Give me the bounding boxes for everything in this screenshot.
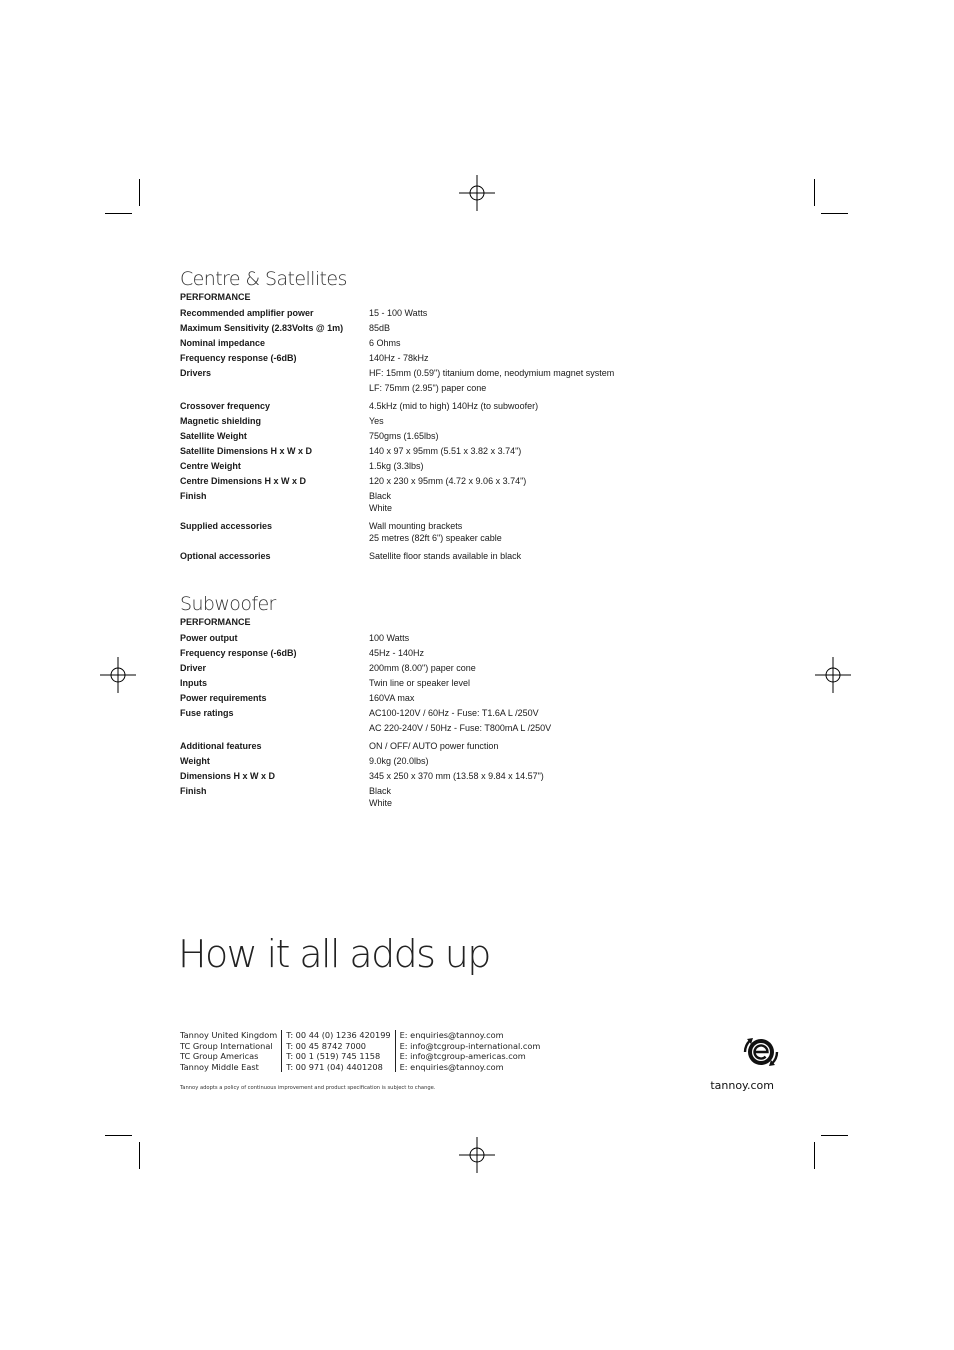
spec-label: Drivers xyxy=(180,368,212,378)
spec-row xyxy=(180,352,700,364)
registration-mark-icon xyxy=(100,657,136,693)
spec-label: Frequency response (-6dB) xyxy=(180,648,297,658)
performance-heading: PERFORMANCE xyxy=(180,292,251,302)
spec-row xyxy=(180,785,700,809)
spec-label: Recommended amplifier power xyxy=(180,308,314,318)
spec-row xyxy=(180,632,700,644)
spec-label: Magnetic shielding xyxy=(180,416,262,426)
spec-value: 160VA max xyxy=(369,693,415,703)
email-address: E: enquiries@tannoy.com xyxy=(399,1061,504,1072)
crop-mark xyxy=(139,1142,140,1169)
spec-value: 100 Watts xyxy=(369,633,410,643)
spec-row xyxy=(180,322,700,334)
office-name: Tannoy Middle East xyxy=(180,1061,259,1072)
centre-satellites-section xyxy=(180,268,700,565)
spec-row xyxy=(180,740,700,752)
office-name: TC Group Americas xyxy=(180,1051,259,1062)
spec-label: Satellite Weight xyxy=(180,431,247,441)
spec-value: 200mm (8.00") paper cone xyxy=(369,663,476,673)
spec-row xyxy=(180,520,700,544)
spec-value: Wall mounting brackets 25 metres (82ft 6") speaker cable xyxy=(369,521,502,543)
spec-row xyxy=(180,400,700,412)
spec-value: HF: 15mm (0.59") titanium dome, neodymium magnet system LF: 75mm (2.95") paper cone xyxy=(369,368,615,393)
phone-number: T: 00 45 8742 7000 xyxy=(286,1040,366,1051)
spec-value: AC100-120V / 60Hz - Fuse: T1.6A L /250V AC 220-240V / 50Hz - Fuse: T800mA L /250V xyxy=(369,708,552,733)
phone-number: T: 00 971 (04) 4401208 xyxy=(286,1061,383,1072)
spec-value: Black White xyxy=(369,786,393,808)
crop-mark xyxy=(814,179,815,206)
spec-label: Nominal impedance xyxy=(180,338,266,348)
spec-row xyxy=(180,550,700,562)
spec-row xyxy=(180,490,700,514)
spec-row xyxy=(180,692,700,704)
spec-label: Frequency response (-6dB) xyxy=(180,353,297,363)
spec-row xyxy=(180,770,700,782)
spec-value: 4.5kHz (mid to high) 140Hz (to subwoofer) xyxy=(369,401,539,411)
contact-table xyxy=(180,1030,544,1072)
crop-mark xyxy=(821,1135,848,1136)
section-title: Subwoofer xyxy=(180,593,276,615)
crop-mark xyxy=(814,1142,815,1169)
spec-value: 1.5kg (3.3lbs) xyxy=(369,461,424,471)
spec-label: Additional features xyxy=(180,741,262,751)
spec-value: 140Hz - 78kHz xyxy=(369,353,429,363)
registration-mark-icon xyxy=(815,657,851,693)
spec-label: Weight xyxy=(180,756,210,766)
spec-row xyxy=(180,430,700,442)
spec-row xyxy=(180,677,700,689)
spec-row xyxy=(180,445,700,457)
spec-value: Black White xyxy=(369,491,393,513)
spec-row xyxy=(180,647,700,659)
spec-label: Satellite Dimensions H x W x D xyxy=(180,446,313,456)
spec-row xyxy=(180,707,700,734)
office-name: Tannoy United Kingdom xyxy=(180,1030,278,1040)
email-address: E: enquiries@tannoy.com xyxy=(399,1030,504,1040)
spec-row xyxy=(180,755,700,767)
spec-label: Centre Dimensions H x W x D xyxy=(180,476,307,486)
email-address: E: info@tcgroup-americas.com xyxy=(399,1051,526,1062)
spec-label: Dimensions H x W x D xyxy=(180,771,276,781)
spec-value: ON / OFF/ AUTO power function xyxy=(369,741,499,751)
spec-label: Supplied accessories xyxy=(180,521,273,531)
offices-column xyxy=(180,1030,281,1072)
spec-value: 140 x 97 x 95mm (5.51 x 3.82 x 3.74") xyxy=(369,446,522,456)
spec-row xyxy=(180,415,700,427)
registration-mark-icon xyxy=(459,175,495,211)
spec-row xyxy=(180,460,700,472)
website-link[interactable]: tannoy.com xyxy=(710,1079,774,1092)
phone-number: T: 00 1 (519) 745 1158 xyxy=(286,1051,381,1062)
spec-label: Inputs xyxy=(180,678,207,688)
spec-row xyxy=(180,337,700,349)
spec-label: Maximum Sensitivity (2.83Volts @ 1m) xyxy=(180,323,344,333)
spec-label: Finish xyxy=(180,786,207,796)
registration-mark-icon xyxy=(459,1137,495,1173)
performance-heading: PERFORMANCE xyxy=(180,617,251,627)
spec-value: 45Hz - 140Hz xyxy=(369,648,425,658)
office-name: TC Group International xyxy=(180,1040,273,1051)
spec-value: 6 Ohms xyxy=(369,338,401,348)
email-address: E: info@tcgroup-international.com xyxy=(399,1040,541,1051)
spec-row xyxy=(180,367,700,394)
crop-mark xyxy=(105,213,132,214)
headline: How it all adds up xyxy=(178,932,490,976)
spec-label: Optional accessories xyxy=(180,551,271,561)
crop-mark xyxy=(821,213,848,214)
spec-label: Driver xyxy=(180,663,207,673)
spec-value: Yes xyxy=(369,416,384,426)
phones-column xyxy=(281,1030,394,1072)
spec-row xyxy=(180,475,700,487)
crop-mark xyxy=(105,1135,132,1136)
spec-label: Power output xyxy=(180,633,238,643)
disclaimer: Tannoy adopts a policy of continuous improvement and product specification is subject to change. xyxy=(180,1085,436,1091)
spec-value: Twin line or speaker level xyxy=(369,678,471,688)
spec-label: Centre Weight xyxy=(180,461,241,471)
spec-value: Satellite floor stands available in black xyxy=(369,551,522,561)
spec-value: 120 x 230 x 95mm (4.72 x 9.06 x 3.74") xyxy=(369,476,527,486)
spec-label: Fuse ratings xyxy=(180,708,234,718)
spec-label: Power requirements xyxy=(180,693,267,703)
spec-value: 15 - 100 Watts xyxy=(369,308,428,318)
spec-value: 9.0kg (20.0lbs) xyxy=(369,756,429,766)
spec-value: 345 x 250 x 370 mm (13.58 x 9.84 x 14.57") xyxy=(369,771,544,781)
crop-mark xyxy=(139,179,140,206)
phone-number: T: 00 44 (0) 1236 420199 xyxy=(286,1030,391,1040)
e-circle-recycle-icon xyxy=(742,1033,780,1071)
section-title: Centre & Satellites xyxy=(180,268,347,290)
spec-value: 85dB xyxy=(369,323,391,333)
emails-column xyxy=(395,1030,545,1072)
spec-value: 750gms (1.65lbs) xyxy=(369,431,439,441)
spec-row xyxy=(180,662,700,674)
subwoofer-section xyxy=(180,593,700,812)
spec-label: Finish xyxy=(180,491,207,501)
spec-label: Crossover frequency xyxy=(180,401,271,411)
spec-row xyxy=(180,307,700,319)
